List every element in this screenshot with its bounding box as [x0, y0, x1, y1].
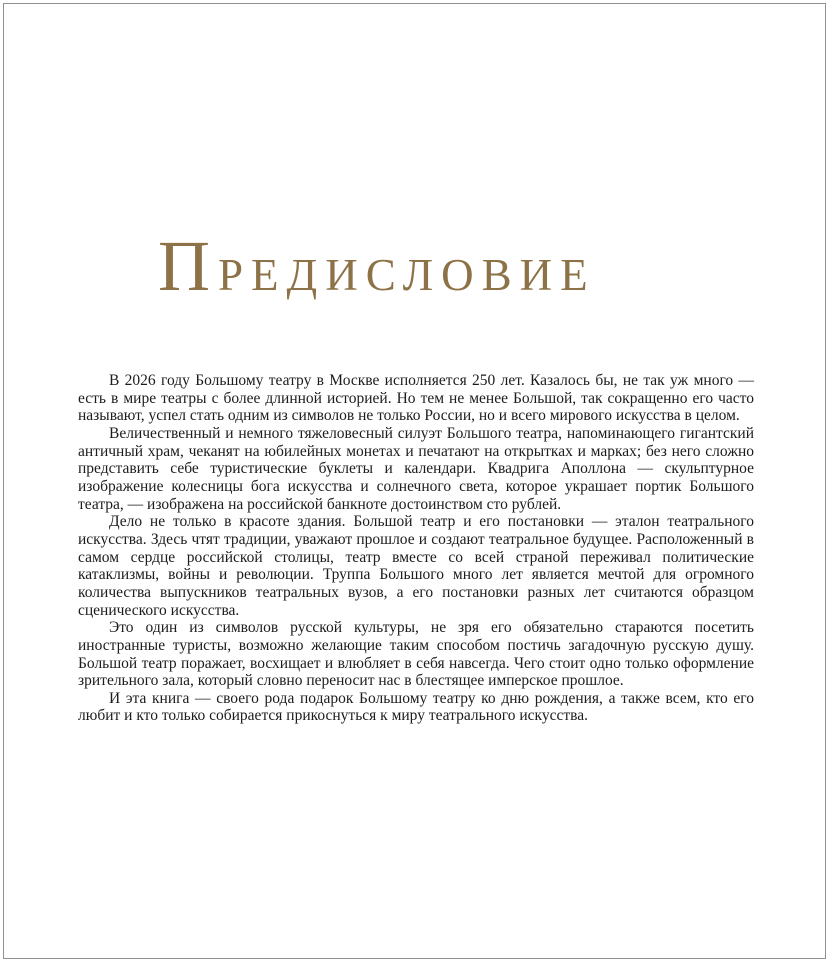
paragraph: И эта книга — своего рода подарок Большому театру ко дню рождения, а также всем, кто его любит и кто только собирается прикоснуться к миру театрального искусства.	[78, 689, 754, 725]
paragraph: Величественный и немного тяжеловесный силуэт Большого театра, напоминающего гигантский античный храм, чеканят на юбилейных монетах и печатают на открытках и марках; без него сложно представить себе туристические буклеты и календари. Квадрига Аполлона — скульптурное изображение колесницы бога искусства и солнечного света, которое украшает портик Большого театра, — изображена на российской банкноте достоинством сто рублей.	[78, 424, 754, 513]
chapter-body	[78, 372, 754, 725]
paragraph: В 2026 году Большому театру в Москве исполняется 250 лет. Казалось бы, не так уж много — есть в мире театры с более длинной историей. Но тем не менее Большой, так сокращенно его часто называют, успел стать одним из символов не только России, но и всего мирового искусства в целом.	[78, 372, 754, 425]
chapter-title-initial: П	[158, 226, 218, 306]
chapter-title	[158, 226, 596, 306]
paragraph: Это один из символов русской культуры, не зря его обязательно стараются посетить иностранные туристы, возможно желающие таким способом постичь загадочную русскую душу. Большой театр поражает, восхищает и влюбляет в себя навсегда. Чего стоит одно только оформление зрительного зала, который словно переносит нас в блестящее имперское прошлое.	[78, 619, 754, 690]
paragraph: Дело не только в красоте здания. Большой театр и его постановки — эталон театрального искусства. Здесь чтят традиции, уважают прошлое и создают театральное будущее. Расположенный в самом сердце российской столицы, театр вместе со всей страной переживал политические катаклизмы, войны и революции. Труппа Большого много лет является мечтой для огромного количества выпускников театральных вузов, а его постановки разных лет считаются образцом сценического искусства.	[78, 513, 754, 619]
chapter-title-rest: РЕДИСЛОВИЕ	[218, 250, 596, 300]
